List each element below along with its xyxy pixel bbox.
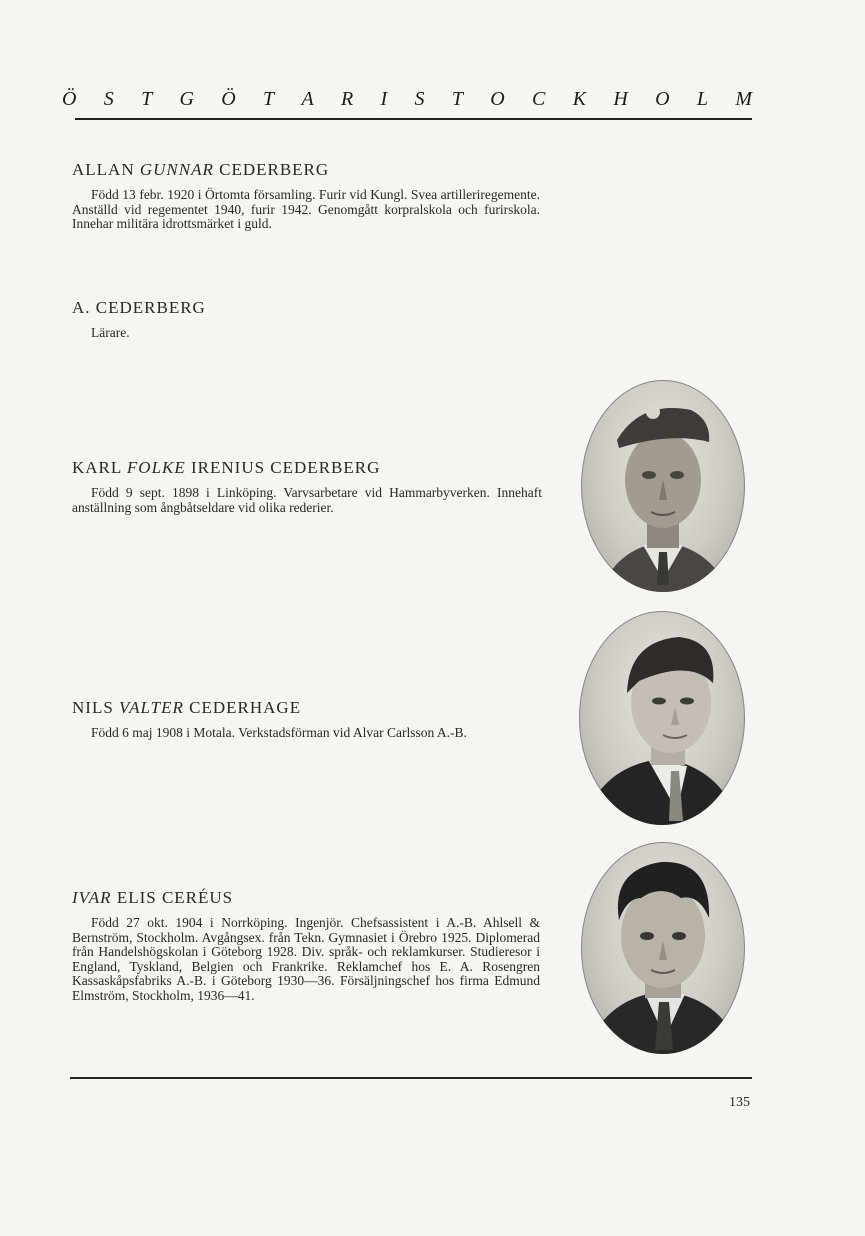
entry-bio-text: Född 27 okt. 1904 i Norrköping. Ingenjör. Chefsassistent i A.-B. Ahlsell & Bernström, Stockholm. Avgångsex. från Tekn. Gymnasiet i Örebro 1925. Diplomerad från Handelshögskolan i Göteborg 1928. Div. språk- och reklamkurser. Studieresor i England, Tyskland, Belgien och Frankrike. Reklamchef hos E. A. Rosengren Kassaskåpsfabriks A.-B. i Göteborg 1930—36. Försäljningschef hos firma Edmund Elmström, Stockholm, 1936—41. bbox=[72, 915, 540, 1003]
entry-bio bbox=[72, 726, 542, 741]
name-part: ELIS CERÉUS bbox=[111, 888, 234, 907]
running-head-letter: G bbox=[179, 88, 194, 110]
running-head-letter: Ö bbox=[221, 88, 236, 110]
running-head bbox=[62, 88, 752, 111]
entry-bio-text: Född 6 maj 1908 i Motala. Verkstadsförman vid Alvar Carlsson A.-B. bbox=[91, 725, 467, 740]
biography-entry bbox=[72, 888, 540, 1003]
entry-name bbox=[72, 160, 540, 180]
running-head-letter: H bbox=[613, 88, 628, 110]
running-head-letter: O bbox=[490, 88, 505, 110]
name-part: KARL bbox=[72, 458, 127, 477]
portrait-man-wavy-hair bbox=[581, 842, 745, 1054]
entry-bio bbox=[72, 916, 540, 1003]
running-head-letter: R bbox=[341, 88, 354, 110]
name-part: CEDERBERG bbox=[213, 160, 330, 179]
entry-name bbox=[72, 888, 540, 908]
running-head-letter: Ö bbox=[62, 88, 77, 110]
biography-entry bbox=[72, 458, 542, 515]
name-part: NILS bbox=[72, 698, 120, 717]
running-head-letter: T bbox=[263, 88, 275, 110]
running-head-letter: T bbox=[141, 88, 153, 110]
running-head-letter: C bbox=[532, 88, 546, 110]
portrait-photo bbox=[579, 611, 745, 825]
name-part: ALLAN bbox=[72, 160, 140, 179]
name-part-italic: VALTER bbox=[119, 698, 184, 717]
name-part: CEDERHAGE bbox=[183, 698, 302, 717]
footer-rule bbox=[70, 1077, 752, 1079]
entry-bio bbox=[72, 188, 540, 232]
header-rule bbox=[75, 118, 752, 120]
running-head-letter: M bbox=[735, 88, 752, 110]
biography-entry bbox=[72, 160, 540, 232]
running-head-letter: S bbox=[103, 88, 114, 110]
portrait-photo bbox=[581, 842, 745, 1054]
running-head-letter: K bbox=[572, 88, 587, 110]
running-head-letter: A bbox=[301, 88, 314, 110]
running-head-letter: T bbox=[451, 88, 463, 110]
running-head-letter: O bbox=[655, 88, 670, 110]
page-number: 135 bbox=[729, 1095, 750, 1110]
entry-bio bbox=[72, 326, 540, 341]
biography-entry bbox=[72, 698, 542, 741]
entry-bio-text: Lärare. bbox=[91, 325, 130, 340]
portrait-photo bbox=[581, 380, 745, 592]
name-part-italic: FOLKE bbox=[126, 458, 186, 477]
entry-bio-text: Född 9 sept. 1898 i Linköping. Varvsarbetare vid Hammarbyverken. Innehaft anställning som ångbåtseldare vid olika rederier. bbox=[72, 485, 542, 515]
name-part-italic: GUNNAR bbox=[139, 160, 214, 179]
biography-entry bbox=[72, 298, 540, 341]
entry-name bbox=[72, 698, 542, 718]
entry-name bbox=[72, 298, 540, 318]
portrait-man-with-cap bbox=[581, 380, 745, 592]
running-head-letter: S bbox=[414, 88, 425, 110]
portrait-man-slicked-hair bbox=[579, 611, 745, 825]
name-part: A. CEDERBERG bbox=[72, 298, 206, 317]
name-part-italic: IVAR bbox=[72, 888, 112, 907]
entry-bio-text: Född 13 febr. 1920 i Örtomta församling. Furir vid Kungl. Svea artilleriregemente. Anställd vid regementet 1940, furir 1942. Genomgått korpralskola och furirskola. Innehar militära idrottsmärket i guld. bbox=[72, 187, 540, 231]
name-part: IRENIUS CEDERBERG bbox=[185, 458, 381, 477]
running-head-letter: I bbox=[380, 88, 388, 110]
running-head-letter: L bbox=[696, 88, 709, 110]
entry-bio bbox=[72, 486, 542, 515]
entry-name bbox=[72, 458, 542, 478]
